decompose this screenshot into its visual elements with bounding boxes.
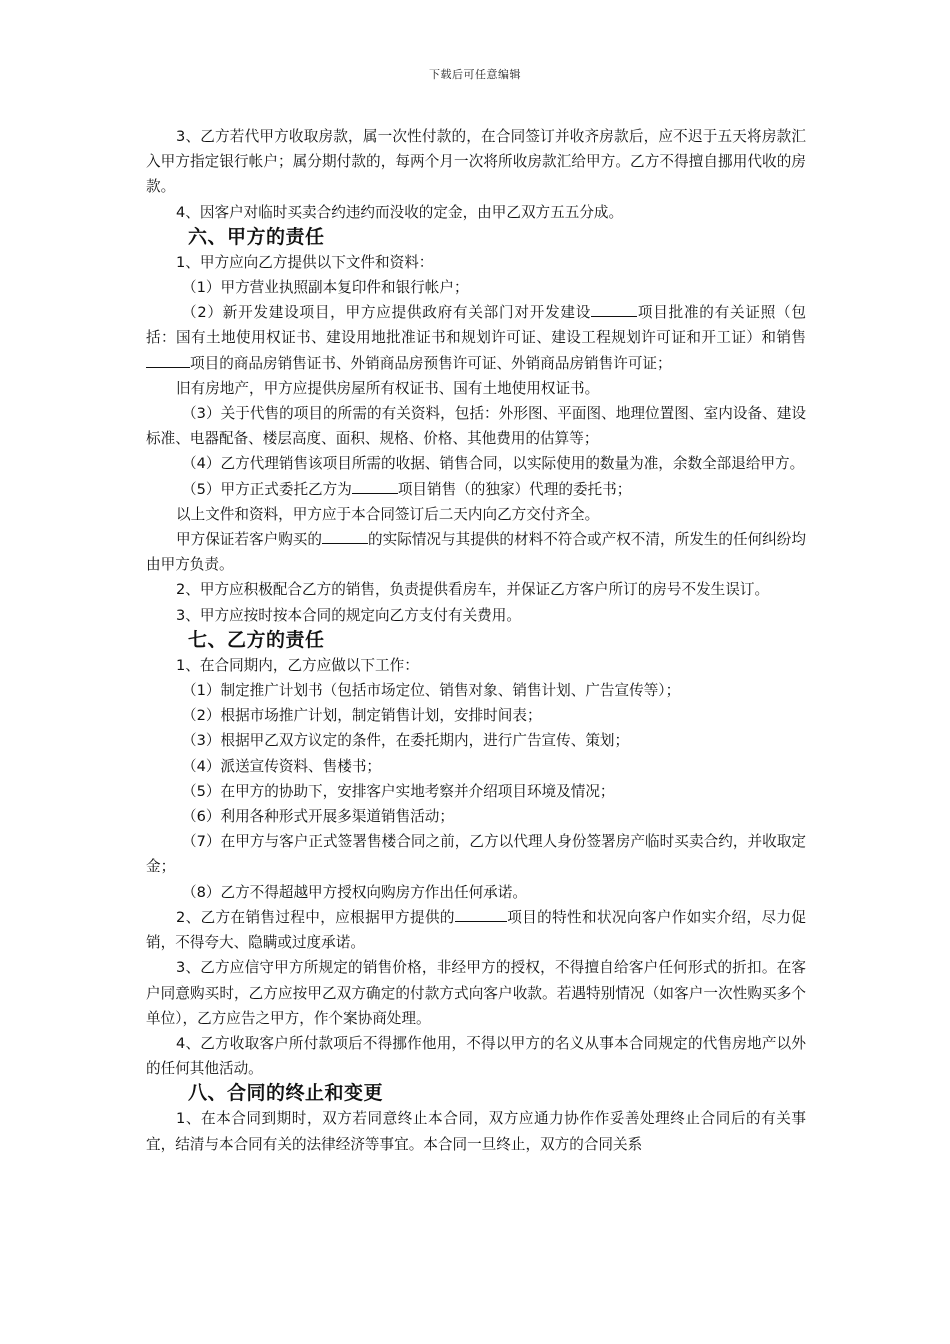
fill-blank-line (146, 353, 190, 368)
clause-7-1-item-4: （4）派送宣传资料、售楼书； (182, 757, 382, 775)
clause-6-1-guarantee-part-b: 的实际情况与其提供的材料不符合或产权不清，所发生的任何纠纷均由甲方负责。 (146, 531, 806, 574)
clause-6-1-item-2-part-b: 项目批准的有关证照（包括：国有土地使用权证书、建设用地批准证书和规划许可证、建设工程规划许可证和开工证）和销售 (146, 304, 806, 347)
clause-6-1-guarantee-part-a: 甲方保证若客户购买的 (176, 531, 322, 549)
clause-6-1-item-1: （1）甲方营业执照副本复印件和银行帐户； (182, 279, 469, 297)
clause-6-1-item-5-part-a: （5）甲方正式委托乙方为 (182, 480, 352, 498)
clause-7-2-part-b: 项目的特性和状况向客户作如实介绍，尽力促销，不得夸大、隐瞒或过度承诺。 (146, 908, 806, 952)
fill-blank-line (352, 479, 398, 494)
clause-6-1: 1、甲方应向乙方提供以下文件和资料： (176, 253, 434, 271)
clause-7-2 (146, 905, 806, 955)
clause-5-4: 4、因客户对临时买卖合约违约而没收的定金，由甲乙双方五五分成。 (176, 203, 624, 221)
clause-8-1: 1、在本合同到期时，双方若同意终止本合同，双方应通力协作作妥善处理终止合同后的有关事宜，结清与本合同有关的法律经济等事宜。本合同一旦终止，双方的合同关系 (146, 1110, 806, 1153)
clause-7-1-item-5: （5）在甲方的协助下，安排客户实地考察并介绍项目环境及情况； (182, 782, 615, 800)
clause-6-1-old-property: 旧有房地产，甲方应提供房屋所有权证书、国有土地使用权证书。 (176, 379, 600, 397)
section-7-heading: 七、乙方的责任 (188, 628, 325, 651)
clause-7-1-item-1: （1）制定推广计划书（包括市场定位、销售对象、销售计划、广告宣传等）； (182, 682, 681, 700)
section-6-heading: 六、甲方的责任 (188, 225, 325, 248)
clause-5-3: 3、乙方若代甲方收取房款，属一次性付款的，在合同签订并收齐房款后，应不迟于五天将房款汇入甲方指定银行帐户；属分期付款的，每两个月一次将所收房款汇给甲方。乙方不得擅自挪用代收的房款。 (146, 128, 806, 196)
clause-7-1-item-3: （3）根据甲乙双方议定的条件，在委托期内，进行广告宣传、策划； (182, 732, 630, 750)
clause-7-4: 4、乙方收取客户所付款项后不得挪作他用，不得以甲方的名义从事本合同规定的代售房地产以外的任何其他活动。 (146, 1034, 806, 1078)
page-header-note: 下载后可任意编辑 (429, 68, 521, 81)
clause-7-1-item-7: （7）在甲方与客户正式签署售楼合同之前，乙方以代理人身份签署房产临时买卖合约，并收取定金； (146, 833, 806, 876)
clause-6-3: 3、甲方应按时按本合同的规定向乙方支付有关费用。 (176, 606, 521, 624)
clause-7-2-part-a: 2、乙方在销售过程中，应根据甲方提供的 (176, 908, 455, 926)
document-body (146, 124, 806, 1157)
section-8-heading: 八、合同的终止和变更 (188, 1082, 384, 1105)
clause-6-2: 2、甲方应积极配合乙方的销售，负责提供看房车，并保证乙方客户所订的房号不发生误订。 (176, 581, 770, 599)
clause-6-1-item-5 (146, 477, 806, 502)
clause-6-1-guarantee (146, 527, 806, 577)
clause-6-1-item-5-part-b: 项目销售（的独家）代理的委托书； (397, 480, 632, 498)
clause-7-1: 1、在合同期内，乙方应做以下工作： (176, 656, 419, 674)
fill-blank-line (591, 302, 637, 317)
clause-6-1-summary: 以上文件和资料，甲方应于本合同签订后二天内向乙方交付齐全。 (176, 505, 600, 523)
clause-6-1-item-4: （4）乙方代理销售该项目所需的收据、销售合同，以实际使用的数量为准，余数全部退给甲方。 (182, 455, 805, 473)
fill-blank-line (455, 907, 507, 922)
clause-7-3: 3、乙方应信守甲方所规定的销售价格，非经甲方的授权，不得擅自给客户任何形式的折扣。在客户同意购买时，乙方应按甲乙双方确定的付款方式向客户收款。若遇特别情况（如客户一次性购买多个单位），乙方应告之甲方，作个案协商处理。 (146, 959, 806, 1027)
clause-6-1-item-2-part-a: （2）新开发建设项目，甲方应提供政府有关部门对开发建设 (182, 304, 592, 322)
clause-6-1-item-2 (146, 300, 806, 376)
fill-blank-line (322, 529, 368, 544)
clause-6-1-item-3: （3）关于代售的项目的所需的有关资料，包括：外形图、平面图、地理位置图、室内设备、建设标准、电器配备、楼层高度、面积、规格、价格、其他费用的估算等； (146, 405, 806, 448)
clause-6-1-item-2-part-c: 项目的商品房销售证书、外销商品房预售许可证、外销商品房销售许可证； (190, 354, 672, 372)
clause-7-1-item-6: （6）利用各种形式开展多渠道销售活动； (182, 808, 454, 826)
clause-7-1-item-2: （2）根据市场推广计划，制定销售计划，安排时间表； (182, 707, 542, 725)
clause-7-1-item-8: （8）乙方不得超越甲方授权向购房方作出任何承诺。 (182, 883, 527, 901)
